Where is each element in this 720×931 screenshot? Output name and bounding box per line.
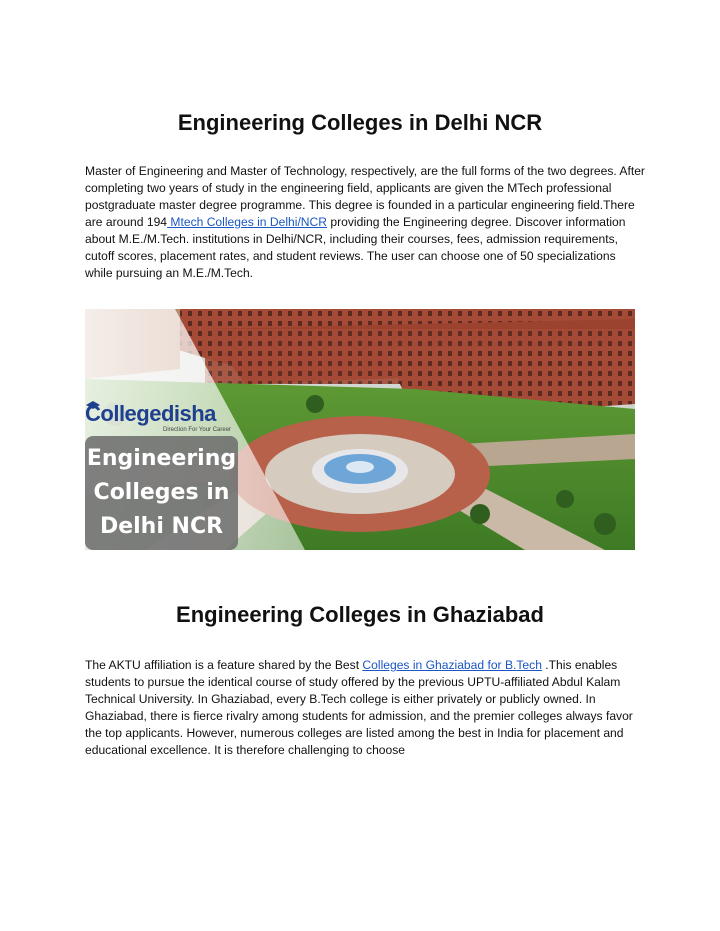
paragraph-ghaziabad (85, 657, 645, 759)
mtech-colleges-link[interactable]: Mtech Colleges in Delhi/NCR (167, 215, 328, 229)
banner-image (85, 309, 635, 550)
paragraph-text: providing the Engineering degree. Discover information about M.E./M.Tech. institutions in Delhi/NCR, including their courses, fees, admission requirements, cutoff scores, placement rates, and student reviews. The user can choose one of 50 specializations while pursuing an M.E./M.Tech. (85, 215, 626, 280)
logo-text: Collegedisha (85, 401, 216, 426)
banner-title-line: Engineering (86, 446, 237, 471)
paragraph-text: Master of Engineering and Master of Technology, respectively, are the full forms of the two degrees. After completing two years of study in the engineering field, applicants are given the MTech professional postgraduate master degree programme. This degree is founded in a particular engineering field.There are around 194 (85, 164, 645, 229)
paragraph-text: The AKTU affiliation is a feature shared by the Best (85, 658, 363, 672)
section-heading-delhi-ncr: Engineering Colleges in Delhi NCR (177, 110, 543, 135)
paragraph-text: .This enables students to pursue the identical course of study offered by the previous UPTU-affiliated Abdul Kalam Technical University. In Ghaziabad, every B.Tech college is either privately or publicly owned. In Ghaziabad, there is fierce rivalry among students for admission, and the premier colleges always favor the top applicants. However, numerous colleges are listed among the best in India for placement and educational excellence. It is therefore challenging to choose (85, 658, 633, 757)
banner-title (85, 442, 238, 544)
section-heading-ghaziabad: Engineering Colleges in Ghaziabad (176, 602, 544, 627)
paragraph-delhi-ncr (85, 163, 645, 282)
ghaziabad-btech-link[interactable]: Colleges in Ghaziabad for B.Tech (362, 658, 542, 672)
brand-logo (85, 397, 245, 437)
banner-title-line: Colleges in (93, 480, 230, 505)
banner-title-line: Delhi NCR (99, 514, 224, 539)
logo-tagline: Direction For Your Career (163, 427, 232, 433)
